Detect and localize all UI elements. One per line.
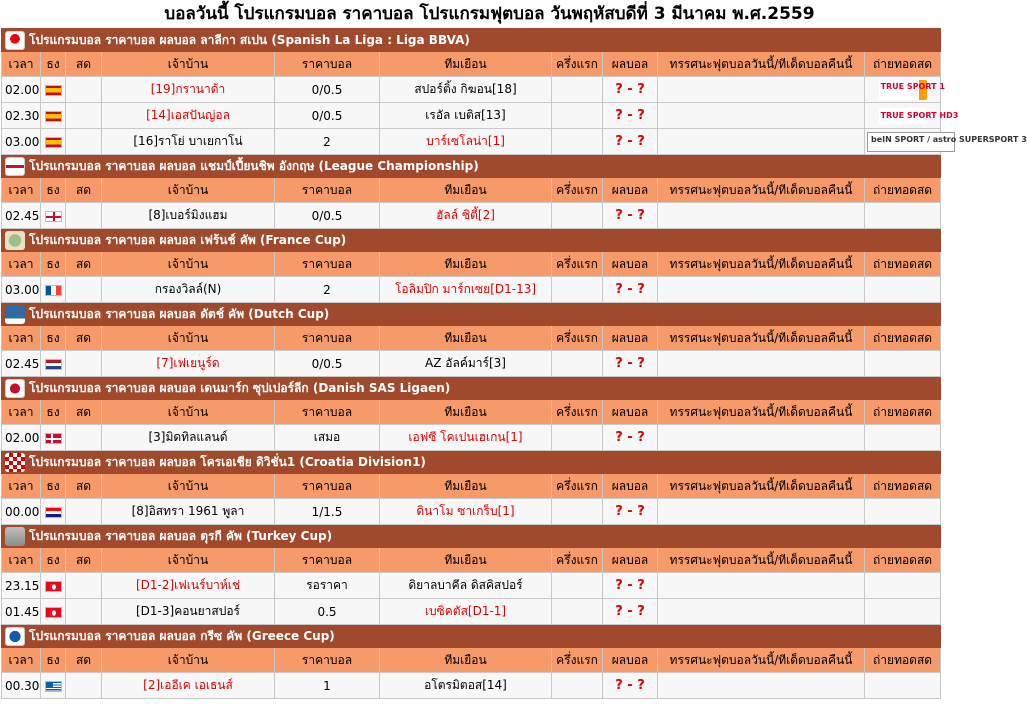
column-header-home: เจ้าบ้าน (102, 326, 275, 351)
column-header-half: ครึ่งแรก (552, 474, 603, 499)
home-team[interactable]: [8]เบอร์มิงแฮม (102, 203, 275, 229)
column-header-result: ผลบอล (603, 400, 658, 425)
column-header-row (2, 548, 941, 573)
odds-value: 0/0.5 (275, 351, 380, 377)
column-header-row (2, 474, 941, 499)
match-result: ? - ? (615, 208, 645, 223)
league-name[interactable]: โปรแกรมบอล ราคาบอล ผลบอล กรีซ คัพ (Greece Cup) (29, 628, 335, 643)
match-result: ? - ? (615, 678, 645, 693)
column-header-flag: ธง (41, 548, 66, 573)
odds-value: 0.5 (275, 599, 380, 625)
match-row (2, 129, 941, 155)
column-header-away: ทีมเยือน (380, 178, 552, 203)
league-name[interactable]: โปรแกรมบอล ราคาบอล ผลบอล เดนมาร์ก ซุปเปอร์ลีก (Danish SAS Ligaen) (29, 380, 451, 395)
column-header-result: ผลบอล (603, 52, 658, 77)
match-row (2, 277, 941, 303)
half-time-score (552, 425, 603, 451)
column-header-live: สด (66, 326, 102, 351)
column-header-half: ครึ่งแรก (552, 52, 603, 77)
column-header-home: เจ้าบ้าน (102, 52, 275, 77)
column-header-result: ผลบอล (603, 252, 658, 277)
away-team[interactable]: โอลิมปิก มาร์กเซย[D1-13] (380, 277, 552, 303)
match-result: ? - ? (615, 430, 645, 445)
half-time-score (552, 103, 603, 129)
column-header-home: เจ้าบ้าน (102, 252, 275, 277)
page-title: บอลวันนี้ โปรแกรมบอล ราคาบอล โปรแกรมฟุตบอล วันพฤหัสบดีที่ 3 มีนาคม พ.ศ.2559 (164, 4, 815, 24)
column-header-home: เจ้าบ้าน (102, 648, 275, 673)
column-header-time: เวลา (2, 52, 41, 77)
match-row (2, 499, 941, 525)
column-header-odds: ราคาบอล (275, 326, 380, 351)
column-header-live: สด (66, 400, 102, 425)
column-header-odds: ราคาบอล (275, 400, 380, 425)
away-team[interactable]: ดิยาลบาคีล ดิสคิสปอร์ (380, 573, 552, 599)
live-cell (66, 351, 102, 377)
column-header-live: สด (66, 648, 102, 673)
match-time: 01.45 (2, 599, 41, 625)
fixtures-body (2, 29, 1027, 699)
tips-cell (658, 351, 865, 377)
odds-value: 1/1.5 (275, 499, 380, 525)
home-team[interactable]: [3]มิดทิลแลนด์ (102, 425, 275, 451)
league-header (2, 303, 941, 326)
tv-channel-logo[interactable]: TRUE SPORT HD3 (879, 108, 927, 124)
match-time: 03.00 (2, 277, 41, 303)
france-flag-icon (45, 285, 62, 296)
spain-flag-icon (45, 111, 62, 122)
column-header-flag: ธง (41, 178, 66, 203)
column-header-tips: ทรรศนะฟุตบอลวันนี้/ทีเด็ดบอลคืนนี้ (658, 252, 865, 277)
half-time-score (552, 351, 603, 377)
column-header-odds: ราคาบอล (275, 648, 380, 673)
match-result: ? - ? (615, 578, 645, 593)
column-header-live: สด (66, 252, 102, 277)
odds-value: 1 (275, 673, 380, 699)
match-time: 02.00 (2, 77, 41, 103)
column-header-time: เวลา (2, 178, 41, 203)
dutch-cup-logo (5, 305, 25, 324)
away-team[interactable]: เอฟซี โคเปนเฮเกน[1] (380, 425, 552, 451)
column-header-tv: ถ่ายทอดสด (865, 52, 941, 77)
column-header-tips: ทรรศนะฟุตบอลวันนี้/ทีเด็ดบอลคืนนี้ (658, 52, 865, 77)
match-result: ? - ? (615, 604, 645, 619)
tv-channel-logo[interactable]: beIN SPORT / astro SUPERSPORT 3 (867, 132, 955, 152)
league-header (2, 155, 941, 178)
column-header-flag: ธง (41, 648, 66, 673)
column-header-half: ครึ่งแรก (552, 400, 603, 425)
live-cell (66, 77, 102, 103)
column-header-flag: ธง (41, 52, 66, 77)
half-time-score (552, 573, 603, 599)
match-result: ? - ? (615, 134, 645, 149)
column-header-tips: ทรรศนะฟุตบอลวันนี้/ทีเด็ดบอลคืนนี้ (658, 400, 865, 425)
column-header-odds: ราคาบอล (275, 548, 380, 573)
match-row (2, 599, 941, 625)
column-header-tv: ถ่ายทอดสด (865, 474, 941, 499)
column-header-odds: ราคาบอล (275, 52, 380, 77)
column-header-result: ผลบอล (603, 326, 658, 351)
match-time: 02.45 (2, 351, 41, 377)
half-time-score (552, 129, 603, 155)
match-row (2, 425, 941, 451)
turkey-flag-icon (45, 581, 62, 592)
column-header-time: เวลา (2, 400, 41, 425)
match-result: ? - ? (615, 282, 645, 297)
column-header-row (2, 648, 941, 673)
tips-cell (658, 129, 865, 155)
column-header-tips: ทรรศนะฟุตบอลวันนี้/ทีเด็ดบอลคืนนี้ (658, 474, 865, 499)
column-header-live: สด (66, 474, 102, 499)
column-header-tv: ถ่ายทอดสด (865, 326, 941, 351)
home-team[interactable]: กรองวิลล์(N) (102, 277, 275, 303)
croatia-flag-icon (45, 507, 62, 518)
greece-flag-icon (45, 681, 62, 692)
league-header (2, 625, 941, 648)
column-header-result: ผลบอล (603, 648, 658, 673)
column-header-tv: ถ่ายทอดสด (865, 178, 941, 203)
column-header-live: สด (66, 52, 102, 77)
live-cell (66, 425, 102, 451)
odds-value: เสมอ (275, 425, 380, 451)
league-header (2, 525, 941, 548)
france-cup-logo (5, 231, 25, 250)
column-header-live: สด (66, 178, 102, 203)
column-header-home: เจ้าบ้าน (102, 400, 275, 425)
match-time: 02.00 (2, 425, 41, 451)
tips-cell (658, 673, 865, 699)
league-header (2, 229, 941, 252)
live-cell (66, 499, 102, 525)
column-header-tips: ทรรศนะฟุตบอลวันนี้/ทีเด็ดบอลคืนนี้ (658, 326, 865, 351)
column-header-flag: ธง (41, 252, 66, 277)
odds-value: 2 (275, 277, 380, 303)
column-header-row (2, 252, 941, 277)
odds-value: 0/0.5 (275, 203, 380, 229)
spain-flag-icon (45, 85, 62, 96)
column-header-flag: ธง (41, 474, 66, 499)
greece-cup-logo (5, 627, 25, 646)
column-header-time: เวลา (2, 648, 41, 673)
column-header-away: ทีมเยือน (380, 648, 552, 673)
tips-cell (658, 599, 865, 625)
match-time: 03.00 (2, 129, 41, 155)
column-header-half: ครึ่งแรก (552, 326, 603, 351)
column-header-tv: ถ่ายทอดสด (865, 400, 941, 425)
match-time: 23.15 (2, 573, 41, 599)
half-time-score (552, 599, 603, 625)
fixtures-table (1, 28, 1027, 699)
denmark-flag-icon (45, 433, 62, 444)
match-result: ? - ? (615, 504, 645, 519)
column-header-flag: ธง (41, 400, 66, 425)
live-cell (66, 573, 102, 599)
column-header-time: เวลา (2, 326, 41, 351)
column-header-away: ทีมเยือน (380, 326, 552, 351)
column-header-row (2, 52, 941, 77)
column-header-half: ครึ่งแรก (552, 178, 603, 203)
away-team[interactable]: อโตรมิตอส[14] (380, 673, 552, 699)
match-time: 00.30 (2, 673, 41, 699)
half-time-score (552, 77, 603, 103)
match-time: 02.30 (2, 103, 41, 129)
column-header-row (2, 400, 941, 425)
half-time-score (552, 277, 603, 303)
odds-value: 0/0.5 (275, 103, 380, 129)
tips-cell (658, 77, 865, 103)
away-team[interactable]: เบซิคตัส[D1-1] (380, 599, 552, 625)
column-header-time: เวลา (2, 252, 41, 277)
league-header (2, 29, 941, 52)
column-header-result: ผลบอล (603, 548, 658, 573)
away-team[interactable]: เรอัล เบติส[13] (380, 103, 552, 129)
match-row (2, 573, 941, 599)
england-flag-icon (45, 211, 62, 222)
tips-cell (658, 573, 865, 599)
live-cell (66, 103, 102, 129)
column-header-home: เจ้าบ้าน (102, 474, 275, 499)
croatia-league-logo (5, 453, 25, 472)
spain-flag-icon (45, 137, 62, 148)
league-name[interactable]: โปรแกรมบอล ราคาบอล ผลบอล ตุรกี คัพ (Turkey Cup) (29, 528, 333, 543)
home-team[interactable]: [16]ราโย่ บาเยกาโน่ (102, 129, 275, 155)
match-result: ? - ? (615, 82, 645, 97)
live-cell (66, 277, 102, 303)
odds-value: 2 (275, 129, 380, 155)
league-name[interactable]: โปรแกรมบอล ราคาบอล ผลบอล โครเอเชีย ดิวิชั่น1 (Croatia Division1) (29, 454, 426, 469)
column-header-result: ผลบอล (603, 474, 658, 499)
league-name[interactable]: โปรแกรมบอล ราคาบอล ผลบอล เฟร้นช์ คัพ (France Cup) (29, 232, 347, 247)
laliga-logo (5, 31, 25, 50)
tips-cell (658, 203, 865, 229)
danish-league-logo (5, 379, 25, 398)
league-name[interactable]: โปรแกรมบอล ราคาบอล ผลบอล ดัตช์ คัพ (Dutch Cup) (29, 306, 330, 321)
home-team[interactable]: [14]เอสปันญ่อล (102, 103, 275, 129)
column-header-tips: ทรรศนะฟุตบอลวันนี้/ทีเด็ดบอลคืนนี้ (658, 648, 865, 673)
match-row (2, 103, 941, 129)
column-header-time: เวลา (2, 548, 41, 573)
championship-logo (5, 157, 25, 176)
turkey-flag-icon (45, 607, 62, 618)
half-time-score (552, 203, 603, 229)
away-team[interactable]: ดินาโม ซาเกร็บ[1] (380, 499, 552, 525)
match-result: ? - ? (615, 356, 645, 371)
column-header-live: สด (66, 548, 102, 573)
match-time: 02.45 (2, 203, 41, 229)
column-header-half: ครึ่งแรก (552, 648, 603, 673)
tips-cell (658, 425, 865, 451)
column-header-odds: ราคาบอล (275, 474, 380, 499)
column-header-time: เวลา (2, 474, 41, 499)
column-header-away: ทีมเยือน (380, 548, 552, 573)
column-header-away: ทีมเยือน (380, 474, 552, 499)
odds-value: รอราคา (275, 573, 380, 599)
league-header (2, 377, 941, 400)
column-header-row (2, 326, 941, 351)
match-row (2, 203, 941, 229)
tips-cell (658, 103, 865, 129)
odds-value: 0/0.5 (275, 77, 380, 103)
match-row (2, 77, 941, 103)
column-header-row (2, 178, 941, 203)
column-header-half: ครึ่งแรก (552, 252, 603, 277)
home-team[interactable]: [D1-2]เฟเนร์บาห์เช่ (102, 573, 275, 599)
column-header-odds: ราคาบอล (275, 252, 380, 277)
away-team[interactable]: บาร์เซโลน่า[1] (380, 129, 552, 155)
column-header-odds: ราคาบอล (275, 178, 380, 203)
match-row (2, 351, 941, 377)
match-row (2, 673, 941, 699)
column-header-tips: ทรรศนะฟุตบอลวันนี้/ทีเด็ดบอลคืนนี้ (658, 548, 865, 573)
away-team[interactable]: ฮัลล์ ซิตี้[2] (380, 203, 552, 229)
league-name[interactable]: โปรแกรมบอล ราคาบอล ผลบอล แชมป์เปี้ยนชิพ อังกฤษ (League Championship) (29, 158, 479, 173)
home-team[interactable]: [2]เออีเค เอเธนส์ (102, 673, 275, 699)
column-header-result: ผลบอล (603, 178, 658, 203)
home-team[interactable]: [7]เฟเยนูร์ด (102, 351, 275, 377)
tips-cell (658, 277, 865, 303)
netherlands-flag-icon (45, 359, 62, 370)
tv-channel-logo[interactable]: TRUE SPORT 1 (879, 80, 927, 100)
live-cell (66, 599, 102, 625)
turkey-cup-logo (5, 527, 25, 546)
match-result: ? - ? (615, 108, 645, 123)
column-header-home: เจ้าบ้าน (102, 178, 275, 203)
column-header-flag: ธง (41, 326, 66, 351)
home-team[interactable]: [8]อิสทรา 1961 พูลา (102, 499, 275, 525)
away-team[interactable]: AZ อัลค์มาร์[3] (380, 351, 552, 377)
half-time-score (552, 673, 603, 699)
live-cell (66, 129, 102, 155)
column-header-away: ทีมเยือน (380, 52, 552, 77)
column-header-home: เจ้าบ้าน (102, 548, 275, 573)
column-header-away: ทีมเยือน (380, 400, 552, 425)
column-header-tips: ทรรศนะฟุตบอลวันนี้/ทีเด็ดบอลคืนนี้ (658, 178, 865, 203)
live-cell (66, 203, 102, 229)
column-header-half: ครึ่งแรก (552, 548, 603, 573)
column-header-tv: ถ่ายทอดสด (865, 548, 941, 573)
away-team[interactable]: สปอร์ติ้ง กิฆอน[18] (380, 77, 552, 103)
home-team[interactable]: [D1-3]คอนยาสปอร์ (102, 599, 275, 625)
column-header-away: ทีมเยือน (380, 252, 552, 277)
column-header-tv: ถ่ายทอดสด (865, 252, 941, 277)
half-time-score (552, 499, 603, 525)
column-header-tv: ถ่ายทอดสด (865, 648, 941, 673)
home-team[interactable]: [19]กรานาด้า (102, 77, 275, 103)
league-header (2, 451, 941, 474)
league-name[interactable]: โปรแกรมบอล ราคาบอล ผลบอล ลาลีกา สเปน (Spanish La Liga : Liga BBVA) (29, 32, 470, 47)
live-cell (66, 673, 102, 699)
tips-cell (658, 499, 865, 525)
match-time: 00.00 (2, 499, 41, 525)
